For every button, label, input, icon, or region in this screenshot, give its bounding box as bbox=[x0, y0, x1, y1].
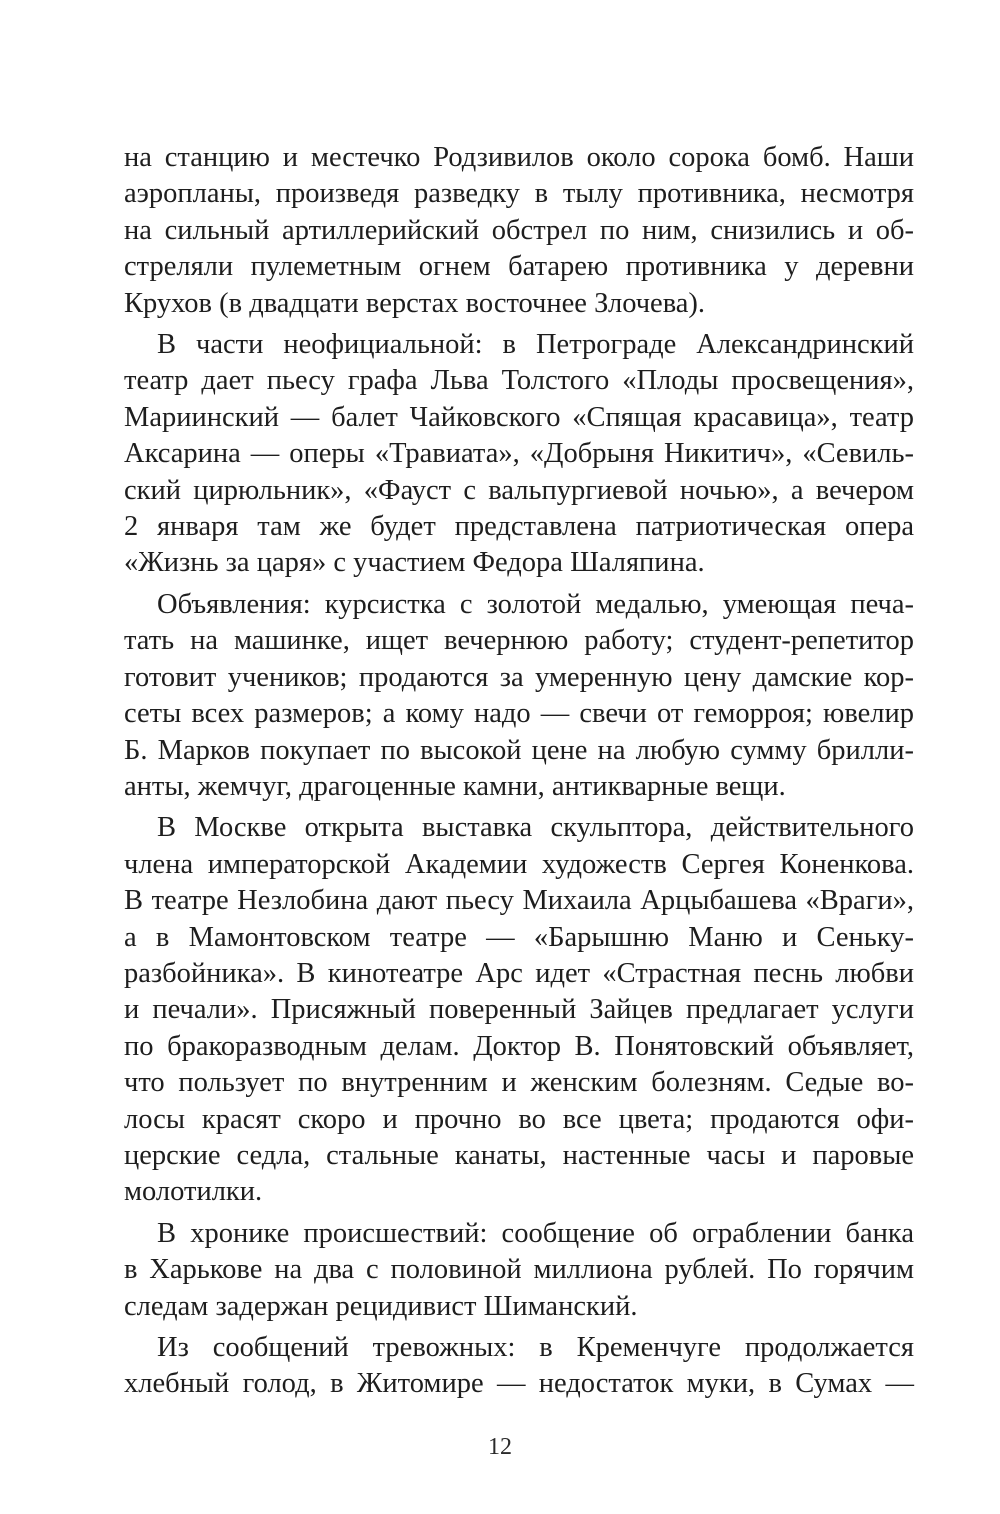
text-line: сеты всех размеров; а кому надо — свечи от геморроя; ювелир bbox=[124, 698, 914, 730]
text-line: В Москве открыта выставка скульптора, действительного bbox=[157, 812, 914, 844]
text-line: следам задержан рецидивист Шиманский. bbox=[124, 1290, 638, 1322]
text-line: Из сообщений тревожных: в Кременчуге продолжается bbox=[157, 1332, 914, 1363]
paragraph bbox=[124, 1216, 914, 1325]
text-line: молотилки. bbox=[124, 1176, 263, 1208]
paragraph bbox=[124, 140, 914, 322]
text-line: Аксарина — оперы «Травиата», «Добрыня Никитич», «Севиль- bbox=[124, 438, 914, 470]
paragraph bbox=[124, 810, 914, 1210]
text-line: Объявления: курсистка с золотой медалью, умеющая печа- bbox=[157, 588, 914, 620]
text-line: что пользует по внутренним и женским болезням. Седые во- bbox=[124, 1067, 914, 1099]
text-line: 2 января там же будет представлена патриотическая опера bbox=[124, 511, 914, 543]
text-line: готовит учеников; продаются за умеренную цену дамские кор- bbox=[124, 661, 914, 693]
text-line: разбойника». В кинотеатре Арс идет «Страстная песнь любви bbox=[124, 957, 914, 989]
text-line: на сильный артиллерийский обстрел по ним, снизились и об- bbox=[124, 214, 914, 246]
text-line: по бракоразводным делам. Доктор В. Понятовский объявляет, bbox=[124, 1030, 914, 1062]
text-line: лосы красят скоро и прочно во все цвета; продаются офи- bbox=[124, 1103, 914, 1135]
text-line: анты, жемчуг, драгоценные камни, антикварные вещи. bbox=[124, 770, 786, 802]
text-line: Б. Марков покупает по высокой цене на любую сумму брилли- bbox=[124, 734, 914, 766]
text-line: хлебный голод, в Житомире — недостаток муки, в Сумах — bbox=[124, 1368, 914, 1400]
text-line: тать на машинке, ищет вечернюю работу; студент-репетитор bbox=[124, 625, 914, 657]
page-number: 12 bbox=[488, 1434, 512, 1460]
text-line: а в Мамонтовском театре — «Барышню Маню и Сеньку- bbox=[124, 921, 914, 953]
text-line: «Жизнь за царя» с участием Федора Шаляпина. bbox=[124, 547, 705, 579]
text-line: в Харькове на два с половиной миллиона рублей. По горячим bbox=[124, 1254, 914, 1286]
paragraph bbox=[124, 587, 914, 805]
text-line: и печали». Присяжный поверенный Зайцев предлагает услуги bbox=[124, 994, 914, 1026]
text-line: Мариинский — балет Чайковского «Спящая красавица», театр bbox=[124, 401, 914, 433]
paragraph bbox=[124, 327, 914, 582]
paragraph bbox=[124, 1330, 914, 1403]
text-line: на станцию и местечко Родзивилов около сорока бомб. Наши bbox=[124, 142, 914, 173]
text-line: театр дает пьесу графа Льва Толстого «Плоды просвещения», bbox=[124, 365, 914, 397]
text-line: В части неофициальной: в Петрограде Александринский bbox=[157, 329, 914, 361]
text-line: Крухов (в двадцати верстах восточнее Злочева). bbox=[124, 287, 706, 319]
text-line: аэропланы, произведя разведку в тылу противника, несмотря bbox=[124, 178, 914, 210]
text-line: члена императорской Академии художеств Сергея Коненкова. bbox=[124, 848, 914, 880]
text-line: В театре Незлобина дают пьесу Михаила Арцыбашева «Враги», bbox=[124, 885, 914, 917]
text-line: ский цирюльник», «Фауст с вальпургиевой ночью», а вечером bbox=[124, 474, 914, 506]
text-line: церские седла, стальные канаты, настенные часы и паровые bbox=[124, 1139, 914, 1171]
body-text bbox=[124, 140, 914, 1403]
text-line: В хронике происшествий: сообщение об ограблении банка bbox=[157, 1217, 914, 1249]
text-line: стреляли пулеметным огнем батарею противника у деревни bbox=[124, 251, 914, 283]
